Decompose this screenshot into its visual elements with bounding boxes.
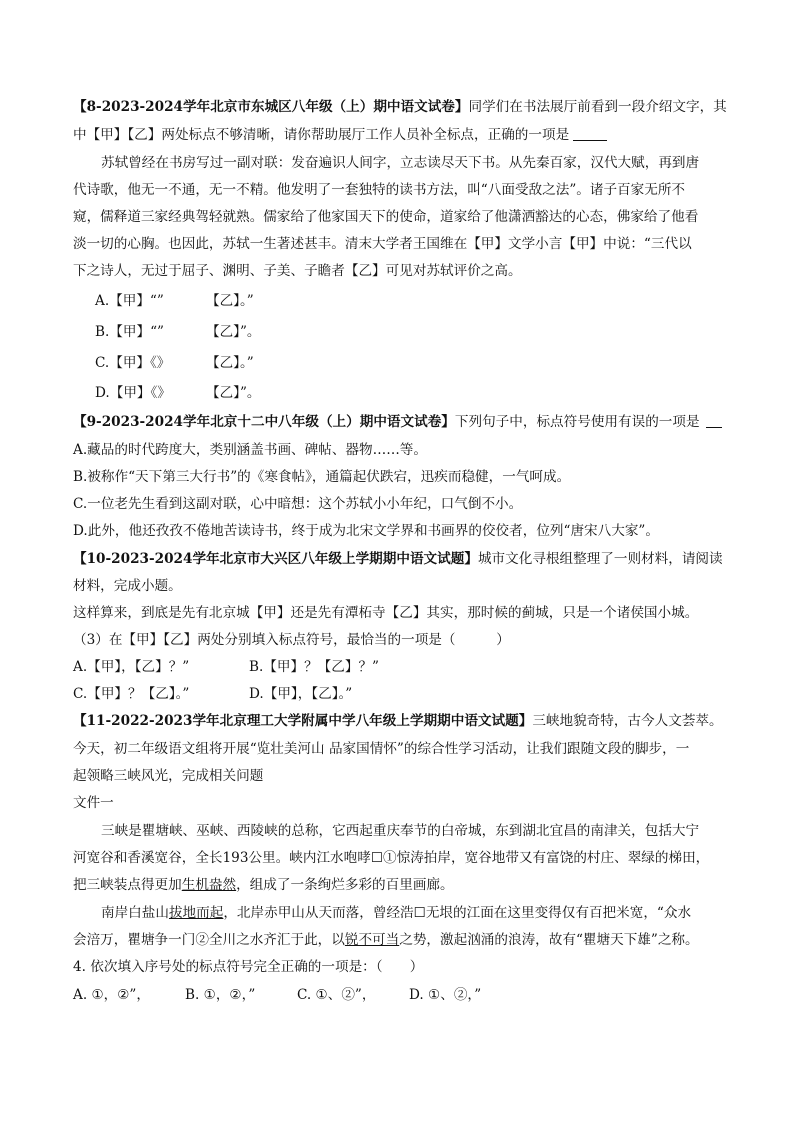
- q8-option-c-yi: 【乙】。”: [206, 355, 254, 371]
- q11-passage-line-4-post: ，北岸赤甲山从天而落，曾经浩☐无垠的江面在这里变得仅有百把米宽，“众水: [223, 905, 692, 921]
- q8-option-a-yi: 【乙】。”: [206, 293, 254, 309]
- q11-passage-line-5: [73, 930, 699, 950]
- q11-passage-line-3-pre: 把三峡装点得更加: [73, 877, 182, 893]
- q8-stem-text-2: 中【甲】【乙】两处标点不够清晰，请你帮助展厅工作人员补全标点，正确的一项是: [73, 127, 570, 143]
- q11-passage-line-3-post: ，组成了一条绚烂多彩的百里画廊。: [236, 877, 454, 893]
- q11-options-row: [73, 985, 481, 1005]
- q9-option-c[interactable]: C.一位老先生看到这副对联，心中暗想：这个苏轼小小年纪，口气倒不小。: [73, 496, 523, 512]
- q11-underlined-phrase: 生机盎然: [181, 877, 237, 893]
- q11-stem-line-1: [73, 711, 723, 731]
- q9-option-d[interactable]: D.此外，他还孜孜不倦地苦读诗书，终于成为北宋文学界和书画界的佼佼者，位列“唐宋八大家”。: [73, 523, 659, 539]
- q9-stem-line: [73, 412, 722, 432]
- q10-stem-line-1: [73, 549, 723, 569]
- q8-passage-line-2: 代诗歌，他无一不通，无一不精。他发明了一套独特的读书方法，叫“八面受敌之法”。诸子百家无所不: [73, 182, 686, 198]
- q10-option-c[interactable]: C.【甲】？【乙】。”: [73, 686, 190, 702]
- q11-file-label: 文件一: [73, 795, 114, 811]
- q8-passage-line-4: 淡一切的心胸。也因此，苏轼一生著述甚丰。清末大学者王国维在【甲】文学小言【甲】中说：“三代以: [73, 236, 692, 252]
- q11-option-d[interactable]: D. ①、②，”: [409, 987, 482, 1003]
- q11-passage-line-1: 三峡是瞿塘峡、巫峡、西陵峡的总称，它西起重庆奉节的白帝城，东到湖北宜昌的南津关，包括大宁: [101, 823, 700, 839]
- q8-option-c-jia: C.【甲】《》: [95, 355, 171, 371]
- q8-option-b-jia: B.【甲】“”: [95, 324, 164, 340]
- q11-stem-line-3: 起领略三峡风光，完成相关问题: [73, 768, 264, 784]
- q10-header: 【10-2023-2024学年北京市大兴区八年级上学期期中语文试题】: [73, 551, 478, 567]
- q10-option-d[interactable]: D.【甲】，【乙】。”: [249, 686, 353, 702]
- q10-options-row-1: [73, 657, 379, 677]
- q11-question: 4. 依次填入序号处的标点符号完全正确的一项是：（ ）: [73, 959, 424, 975]
- q10-option-b[interactable]: B.【甲】？【乙】？”: [249, 659, 380, 675]
- q8-option-c[interactable]: [95, 353, 254, 373]
- q8-passage-line-3: 窥，儒释道三家经典驾轻就熟。儒家给了他家国天下的使命，道家给了他潇洒豁达的心态，佛家给了他看: [73, 209, 699, 225]
- q11-passage-line-2: 河宽谷和香溪宽谷，全长193公里。峡内江水咆哮☐①惊涛拍岸，宽谷地带又有富饶的村庄、翠绿的梯田，: [73, 850, 710, 866]
- q11-underlined-phrase: 拔地而起: [168, 905, 224, 921]
- q11-option-a[interactable]: A. ①，②”，: [73, 987, 150, 1003]
- q10-material: 这样算来，到底是先有北京城【甲】还是先有潭柘寺【乙】其实，那时候的蓟城，只是一个诸侯国小城。: [73, 605, 699, 621]
- q8-option-a-jia: A.【甲】“”: [95, 293, 164, 309]
- q9-option-a[interactable]: A.藏品的时代跨度大，类别涵盖书画、碑帖、器物……等。: [73, 442, 427, 458]
- q10-stem-line-2: 材料，完成小题。: [73, 578, 182, 594]
- q10-option-a[interactable]: A.【甲】，【乙】？”: [73, 659, 190, 675]
- q9-stem-text: 下列句子中，标点符号使用有误的一项是: [454, 414, 700, 430]
- q8-option-d-yi: 【乙】”。: [206, 385, 261, 401]
- q11-stem-text-1: 三峡地貌奇特，古今人文荟萃。: [532, 713, 723, 729]
- q8-option-b-yi: 【乙】”。: [206, 324, 261, 340]
- q11-option-b[interactable]: B. ①，②，”: [185, 987, 256, 1003]
- q8-passage-line-1: 苏轼曾经在书房写过一副对联：发奋遍识人间字，立志读尽天下书。从先秦百家，汉代大赋，再到唐: [101, 155, 700, 171]
- q8-option-a[interactable]: [95, 291, 254, 311]
- q8-passage-line-5: 下之诗人，无过于屈子、渊明、子美、子瞻者【乙】可见对苏轼评价之高。: [73, 263, 522, 279]
- q11-header: 【11-2022-2023学年北京理工大学附属中学八年级上学期期中语文试题】: [73, 713, 533, 729]
- q9-option-b[interactable]: B.被称作“天下第三大行书”的《寒食帖》，通篇起伏跌宕，迅疾而稳健，一气呵成。: [73, 469, 571, 485]
- q10-options-row-2: [73, 684, 352, 704]
- q8-stem-text-1: 同学们在书法展厅前看到一段介绍文字，其: [468, 99, 727, 115]
- q9-header: 【9-2023-2024学年北京十二中八年级（上）期中语文试卷】: [73, 414, 455, 430]
- q8-stem-line-2: [73, 125, 607, 145]
- q11-passage-line-4-pre: 南岸白盐山: [101, 905, 169, 921]
- q11-passage-line-4: [101, 903, 691, 923]
- q8-option-b[interactable]: [95, 322, 261, 342]
- q11-passage-line-5-post: 之势，激起汹涌的浪涛，故有“瞿塘天下雄”之称。: [399, 932, 699, 948]
- q8-header: 【8-2023-2024学年北京市东城区八年级（上）期中语文试卷】: [73, 99, 469, 115]
- answer-blank: [573, 126, 607, 141]
- q11-passage-line-5-pre: 会涪万，瞿塘争一门②全川之水齐汇于此，以: [73, 932, 345, 948]
- answer-blank: [706, 413, 722, 428]
- q10-question: （3）在【甲】【乙】两处分别填入标点符号，最恰当的一项是（ ）: [73, 632, 510, 648]
- q8-stem-line-1: [73, 97, 727, 117]
- q11-stem-line-2: 今天，初二年级语文组将开展“览壮美河山 品家国情怀”的综合性学习活动，让我们跟随文段的脚步，一: [73, 741, 690, 757]
- q10-stem-text-1: 城市文化寻根组整理了一则材料，请阅读: [477, 551, 723, 567]
- q11-passage-line-3: [73, 875, 454, 895]
- q8-option-d-jia: D.【甲】《》: [95, 385, 171, 401]
- q8-option-d[interactable]: [95, 383, 261, 403]
- q11-option-c[interactable]: C. ①、②”，: [297, 987, 376, 1003]
- q11-underlined-phrase: 锐不可当: [344, 932, 400, 948]
